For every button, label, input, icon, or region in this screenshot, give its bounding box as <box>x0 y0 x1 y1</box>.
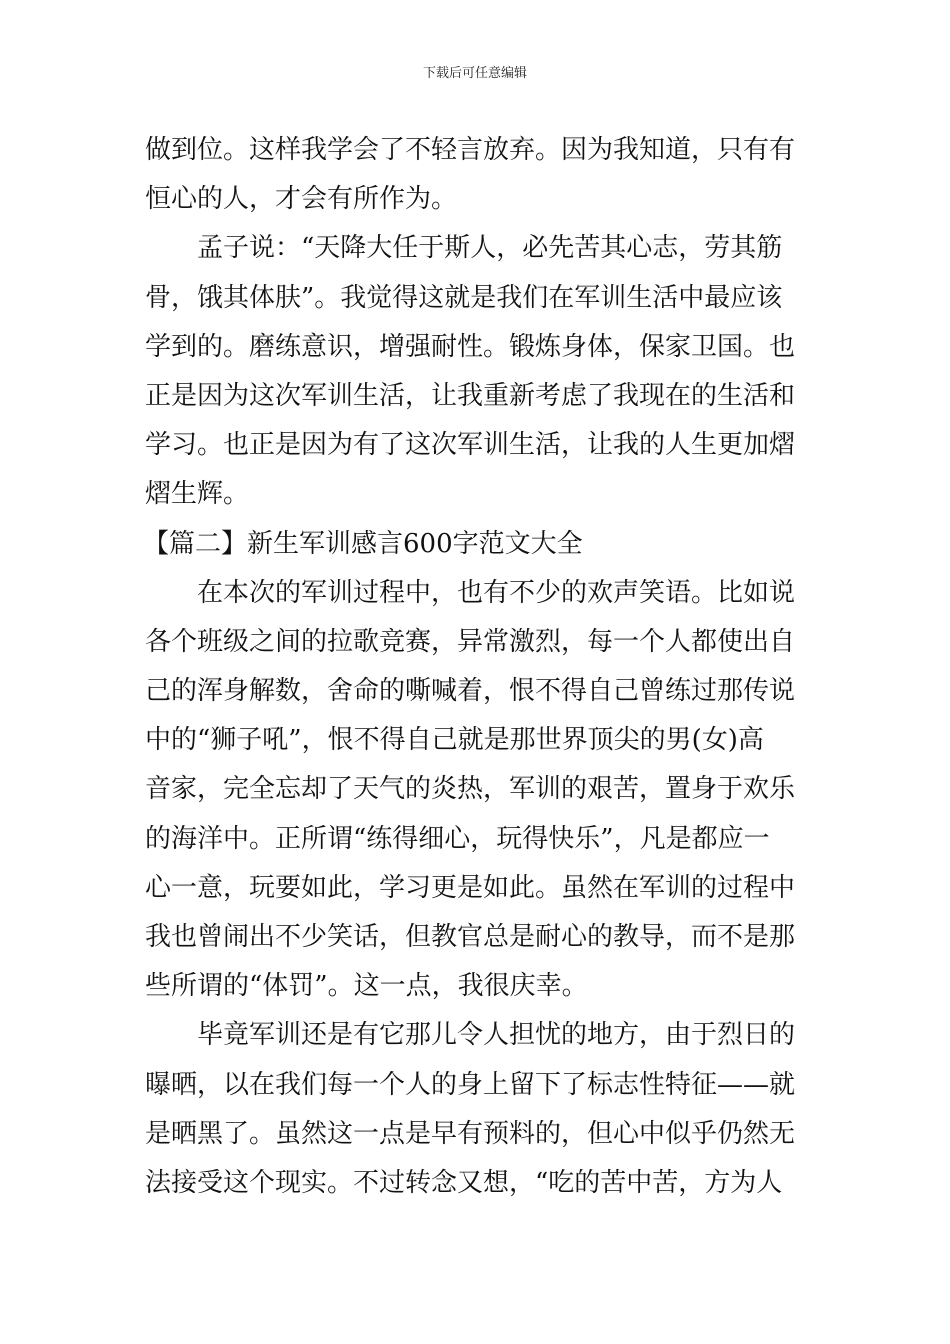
paragraph-start-line: 毕竟军训还是有它那儿令人担忧的地方，由于烈日的 <box>197 1020 796 1051</box>
text-line: 中的“狮子吼”，恨不得自己就是那世界顶尖的男(女)高 <box>145 725 764 756</box>
text-line: 学到的。磨练意识，增强耐性。锻炼身体，保家卫国。也 <box>145 331 796 362</box>
text-line: 正是因为这次军训生活，让我重新考虑了我现在的生活和 <box>145 380 796 411</box>
text-line: 恒心的人，才会有所作为。 <box>145 184 458 215</box>
text-line: 音家，完全忘却了天气的炎热，军训的艰苦，置身于欢乐 <box>145 774 796 805</box>
section-heading: 【篇二】新生军训感言600字范文大全 <box>143 528 583 559</box>
page-header: 下载后可任意编辑 <box>422 66 527 81</box>
text-line: 熠生辉。 <box>145 479 250 510</box>
text-line: 各个班级之间的拉歌竞赛，异常激烈，每一个人都使出自 <box>145 626 796 657</box>
text-line: 法接受这个现实。不过转念又想，“吃的苦中苦，方为人 <box>145 1167 783 1198</box>
paragraph-start-line: 在本次的军训过程中，也有不少的欢声笑语。比如说 <box>197 577 796 608</box>
text-line: 的海洋中。正所谓“练得细心，玩得快乐”，凡是都应一 <box>145 823 770 854</box>
text-line: 学习。也正是因为有了这次军训生活，让我的人生更加熠 <box>145 430 796 461</box>
text-line: 骨，饿其体肤”。我觉得这就是我们在军训生活中最应该 <box>145 282 783 313</box>
text-line: 我也曾闹出不少笑话，但教官总是耐心的教导，而不是那 <box>145 922 796 952</box>
text-line: 曝晒，以在我们每一个人的身上留下了标志性特征——就 <box>145 1069 796 1100</box>
text-line: 做到位。这样我学会了不轻言放弃。因为我知道，只有有 <box>145 135 796 165</box>
text-line: 己的浑身解数，舍命的嘶喊着，恨不得自己曾练过那传说 <box>145 676 796 707</box>
text-line: 是晒黑了。虽然这一点是早有预料的，但心中似乎仍然无 <box>145 1118 796 1149</box>
paragraph-start-line: 孟子说：“天降大任于斯人，必先苦其心志，劳其筋 <box>197 233 783 264</box>
text-line: 心一意，玩要如此，学习更是如此。虽然在军训的过程中 <box>145 872 796 903</box>
document-body <box>145 126 807 1208</box>
text-line: 些所谓的“体罚”。这一点，我很庆幸。 <box>145 971 588 1002</box>
